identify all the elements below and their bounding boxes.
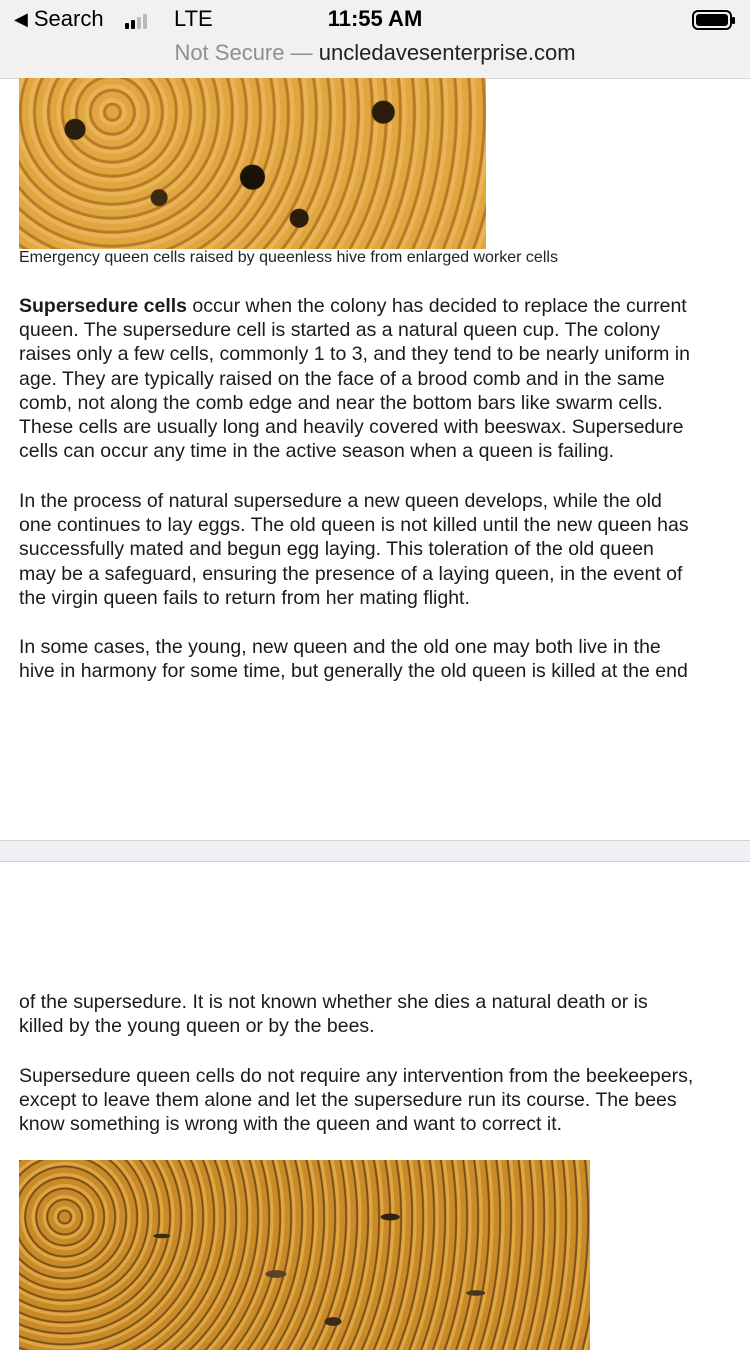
paragraph-harmony xyxy=(19,635,747,683)
paragraph-line: These cells are usually long and heavily covered with beeswax. Supersedure xyxy=(19,416,684,439)
paragraph-line: know something is wrong with the queen and want to correct it. xyxy=(19,1113,563,1136)
paragraph-line: of the supersedure. It is not known whether she dies a natural death or is xyxy=(19,991,648,1013)
paragraph-line: In some cases, the young, new queen and the old one may both live in the xyxy=(19,636,661,658)
paragraph-line: queen. The supersedure cell is started as a natural queen cup. The colony xyxy=(19,319,661,342)
paragraph-line: may be a safeguard, ensuring the presence of a laying queen, in the event of xyxy=(19,562,683,585)
paragraph-line: killed by the young queen or by the bees. xyxy=(19,1015,375,1038)
status-bar xyxy=(0,6,750,36)
carrier-label: LTE xyxy=(174,6,213,31)
paragraph-line: hive in harmony for some time, but generally the old queen is killed at the end xyxy=(19,660,688,683)
not-secure-label: Not Secure xyxy=(174,40,285,65)
paragraph-line: occur when the colony has decided to replace the current xyxy=(187,295,687,317)
browser-top-bar xyxy=(0,0,750,79)
back-triangle-icon: ◀ xyxy=(14,8,28,29)
paragraph-line: except to leave them alone and let the supersedure run its course. The bees xyxy=(19,1089,677,1112)
bees-on-comb-photo xyxy=(19,1160,590,1350)
paragraph-line: comb, not along the comb edge and near the bottom bars like swarm cells. xyxy=(19,391,663,414)
paragraph-line: one continues to lay eggs. The old queen is not killed until the new queen has xyxy=(19,514,689,537)
paragraph-continued xyxy=(19,990,747,1038)
back-label: Search xyxy=(33,6,104,31)
clock: 11:55 AM xyxy=(327,6,423,31)
paragraph-line: raises only a few cells, commonly 1 to 3, and they tend to be nearly uniform in xyxy=(19,343,690,366)
paragraph-line: age. They are typically raised on the face of a brood comb and in the same xyxy=(19,367,665,390)
paragraph-natural-supersedure xyxy=(19,489,747,610)
paragraph-line: the virgin queen fails to return from her mating flight. xyxy=(19,586,470,609)
paragraph-line: successfully mated and begun egg laying. This toleration of the old queen xyxy=(19,538,654,561)
paragraph-supersedure xyxy=(19,294,747,463)
url-domain: uncledavesenterprise.com xyxy=(318,40,576,65)
paragraph-intervention xyxy=(19,1064,747,1137)
page-break-divider xyxy=(0,840,750,862)
queen-cells-photo xyxy=(19,78,486,249)
address-bar[interactable] xyxy=(0,40,750,66)
photo-caption: Emergency queen cells raised by queenless hive from enlarged worker cells xyxy=(19,249,558,266)
paragraph-line: In the process of natural supersedure a new queen develops, while the old xyxy=(19,490,662,512)
paragraph-line: cells can occur any time in the active season when a queen is failing. xyxy=(19,440,615,463)
supersedure-heading: Supersedure cells xyxy=(19,295,187,317)
paragraph-line: Supersedure queen cells do not require any intervention from the beekeepers, xyxy=(19,1065,694,1087)
battery-icon xyxy=(692,10,732,30)
url-separator: — xyxy=(290,40,313,65)
